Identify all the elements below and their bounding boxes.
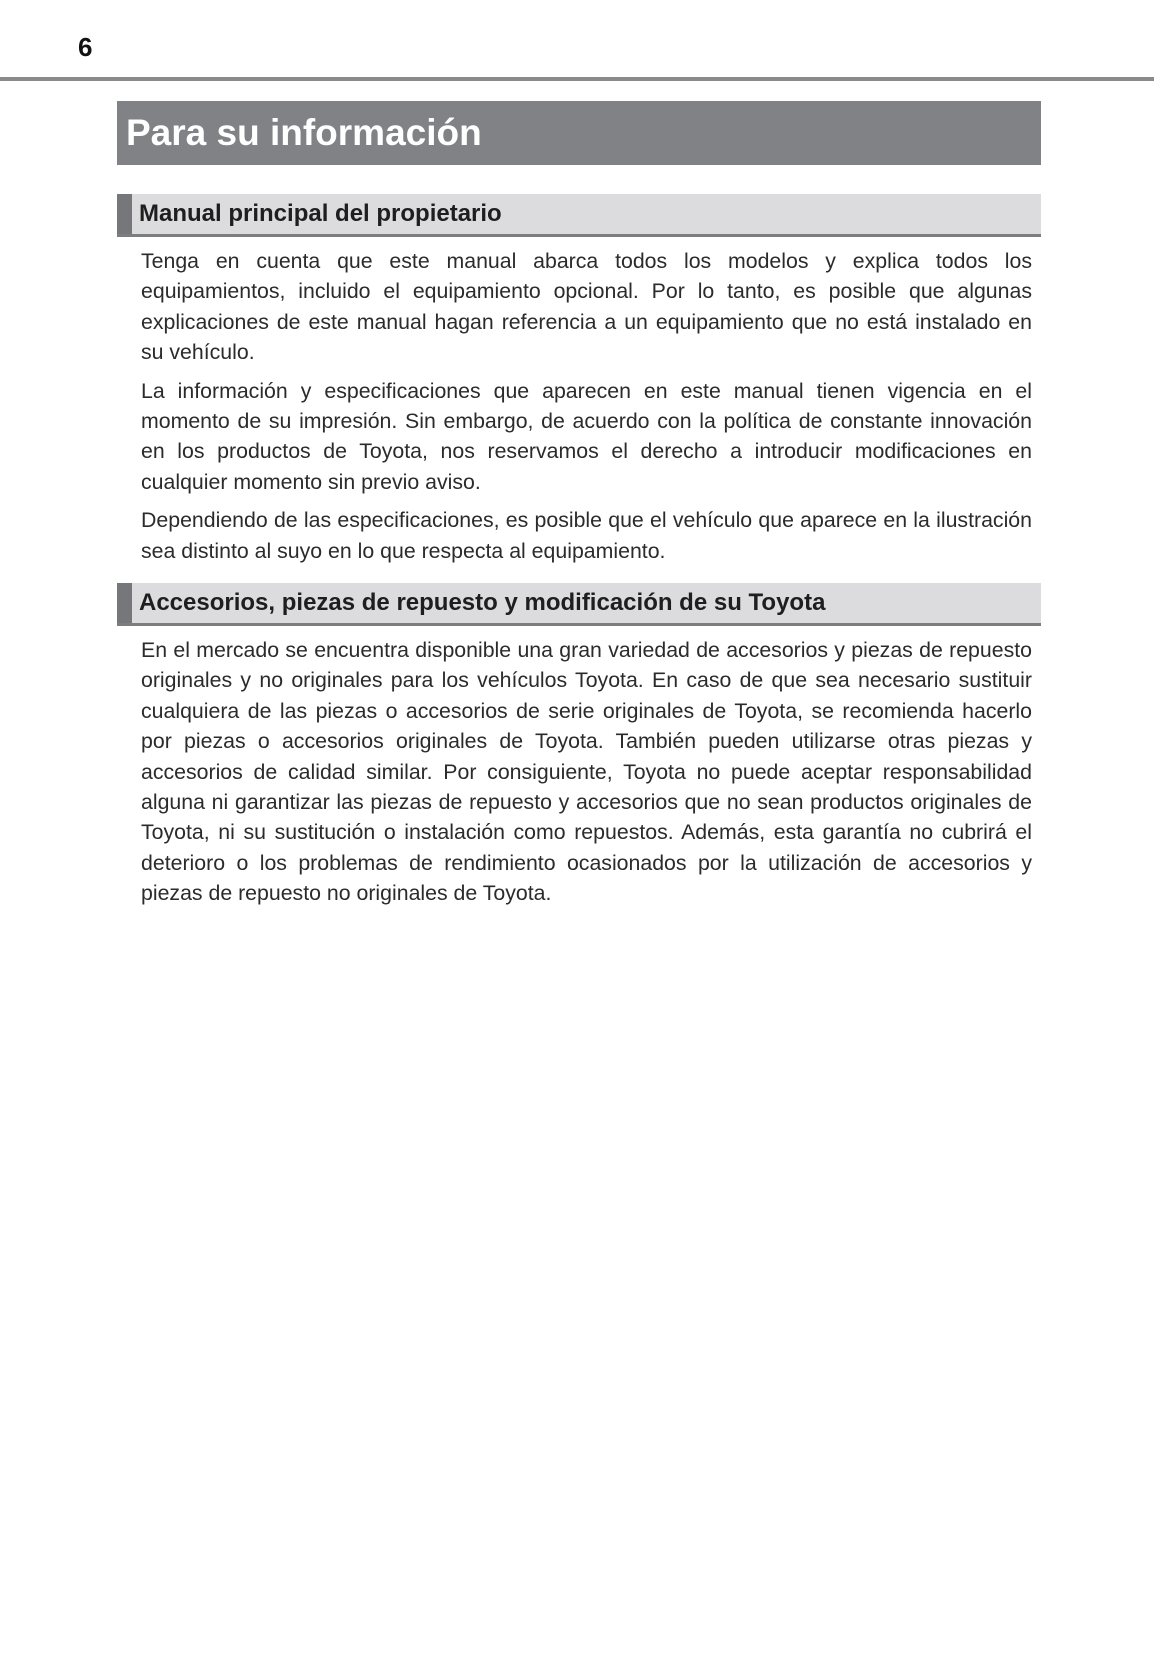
section-heading: Accesorios, piezas de repuesto y modificación de su Toyota — [139, 589, 826, 616]
paragraph: La información y especificaciones que aparecen en este manual tienen vigencia en el momento de su impresión. Sin embargo, de acuerdo con la política de constante innovación en los productos de Toyota, nos reservamos el derecho a introducir modificaciones en cualquier momento sin previo aviso. — [141, 378, 1032, 494]
chapter-title-bar — [117, 101, 1041, 165]
paragraph: En el mercado se encuentra disponible una gran variedad de accesorios y piezas de repuesto originales y no originales para los vehículos Toyota. En caso de que sea necesario sustituir cualquiera de las piezas o accesorios de serie originales de Toyota, se recomienda hacerlo por piezas o accesorios originales de Toyota. También pueden utilizarse otras piezas y accesorios de calidad similar. Por consiguiente, Toyota no puede aceptar responsabilidad alguna ni garantizar las piezas de repuesto y accesorios que no sean productos originales de Toyota, ni su sustitución o instalación como repuestos. Además, esta garantía no cubrirá el deterioro o los problemas de rendimiento ocasionados por la utilización de accesorios y piezas de repuesto no originales de Toyota. — [141, 638, 1032, 906]
page-number: 6 — [78, 32, 93, 62]
section-heading: Manual principal del propietario — [139, 200, 502, 227]
paragraph: Dependiendo de las especificaciones, es posible que el vehículo que aparece en la ilustración sea distinto al suyo en lo que respecta al equipamiento. — [141, 508, 1032, 563]
chapter-title: Para su información — [126, 112, 482, 153]
section-body-manual — [141, 246, 1032, 574]
section-header-accesorios — [117, 583, 1041, 626]
paragraph: Tenga en cuenta que este manual abarca todos los modelos y explica todos los equipamientos, incluido el equipamiento opcional. Por lo tanto, es posible que algunas explicaciones de este manual hagan referencia a un equipamiento que no está instalado en su vehículo. — [141, 249, 1032, 365]
section-marker — [117, 194, 132, 234]
section-body-accesorios — [141, 635, 1032, 917]
section-marker — [117, 583, 132, 623]
section-header-manual — [117, 194, 1041, 237]
header-rule — [0, 77, 1154, 81]
